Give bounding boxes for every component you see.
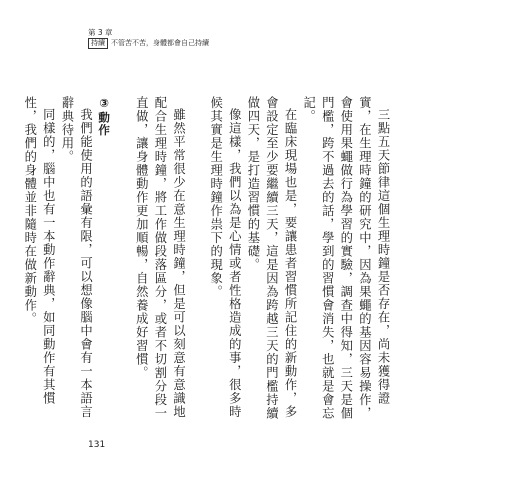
blank-line xyxy=(187,96,206,426)
chapter-label: 第 3 章 xyxy=(88,28,113,37)
section-tag: 持續 xyxy=(88,38,108,49)
paragraph-action-dictionary: 同樣的，腦中也有一本動作辭典，如同動作有其慣性，我們的身體並非隨時在做新動作。 xyxy=(22,96,56,406)
section-heading-action: ③動作 xyxy=(97,96,112,137)
paragraph-fruit-fly: 三點五天節律這個生理時鐘是否存在，尚未獲得證實，在生理時鐘的研究中，因為果蠅的基因容易操作，會使用果蠅做行為學習的實驗，調查中得知，三天是個門檻，跨不過去的話，學到的習慣會消失，也就是會忘記。 xyxy=(301,96,390,420)
paragraph-biological-clock: 像這樣，我們以為是心情或者性格造成的事，很多時候其實是生理時鐘作祟下的現象。 xyxy=(208,96,242,419)
paragraph-clinical: 在臨床現場也是，要讓患者習慣所記住的新動作，多會設定至少要繼續三天，這是因為跨越三天的門檻持續做四天，是打造習慣的基礎。 xyxy=(245,96,298,420)
running-header xyxy=(88,28,209,49)
header-row xyxy=(88,38,209,49)
paragraph-work-rhythm: 雖然平常很少在意生理時鐘，但是可以刻意有意識地配合生理時鐘，將工作做段落區分，或者不切割分段一直做，讓身體動作更加順暢，自然養成好習慣。 xyxy=(134,96,186,420)
blank-line xyxy=(113,96,132,426)
page-number: 131 xyxy=(88,440,106,450)
chapter-subtitle: 不管苦不苦，身體都會自己持續 xyxy=(111,39,209,47)
paragraph-vocabulary: 我們能使用的語彙有限，可以想像腦中會有一本語言辭典待用。 xyxy=(59,96,93,419)
vertical-body-text xyxy=(20,96,392,426)
